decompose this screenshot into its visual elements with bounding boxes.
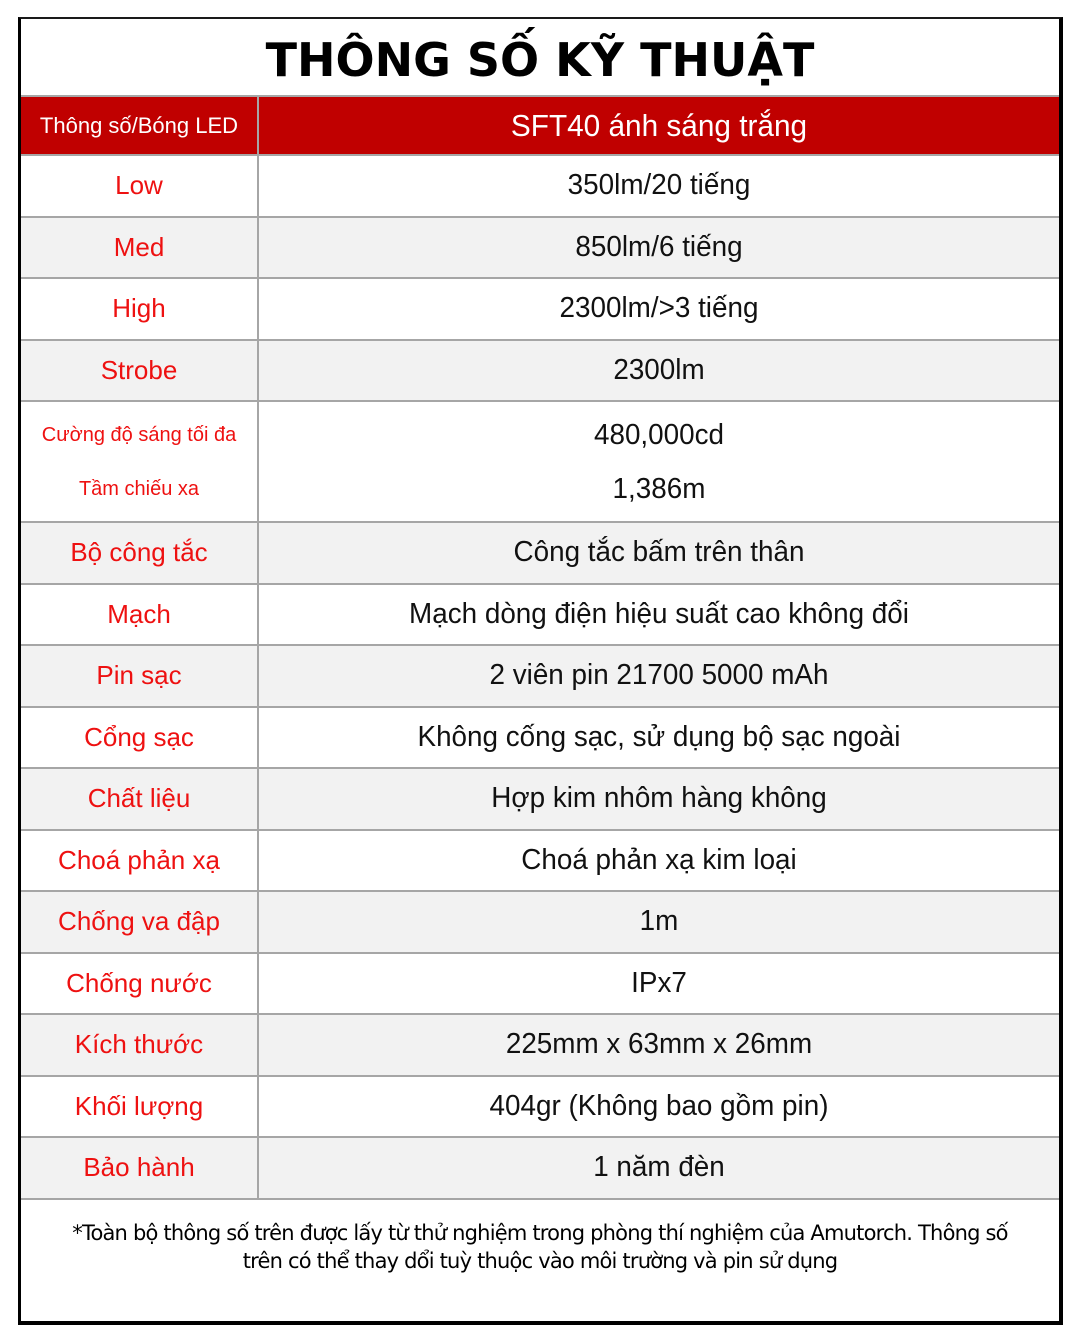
spec-value — [275, 402, 1043, 521]
spec-value: IPx7 — [631, 966, 687, 999]
spec-value: Choá phản xạ kim loại — [521, 843, 797, 876]
table-row — [21, 708, 1059, 770]
table-row — [21, 769, 1059, 831]
spec-label: Chống nước — [21, 954, 259, 1014]
table-header-row — [21, 95, 1059, 156]
header-param-label: Thông số/Bóng LED — [21, 97, 259, 154]
table-row — [21, 156, 1059, 218]
beam-distance-label: Tầm chiếu xa — [78, 477, 200, 500]
spec-value: 850lm/6 tiếng — [575, 230, 743, 263]
max-intensity-label: Cường độ sáng tối đa — [41, 423, 237, 446]
table-row — [21, 831, 1059, 893]
spec-label: Choá phản xạ — [21, 831, 259, 891]
footnote — [21, 1219, 1059, 1275]
header-model-label: SFT40 ánh sáng trắng — [510, 107, 808, 143]
table-row — [21, 402, 1059, 523]
table-row — [21, 892, 1059, 954]
footnote-line-1: *Toàn bộ thông số trên được lấy từ thử nghiệm trong phòng thí nghiệm của Amutorch. Thông số — [72, 1221, 1008, 1245]
spec-label: Mạch — [21, 585, 259, 645]
table-row — [21, 1077, 1059, 1139]
table-row — [21, 646, 1059, 708]
spec-value: 1 năm đèn — [593, 1151, 725, 1184]
spec-label: Bộ công tắc — [21, 523, 259, 583]
spec-label: Khối lượng — [21, 1077, 259, 1137]
spec-value: 2300lm/>3 tiếng — [559, 292, 759, 325]
spec-table — [21, 95, 1059, 1200]
table-row — [21, 341, 1059, 403]
table-row — [21, 585, 1059, 647]
footnote-line-2: trên có thể thay dổi tuỳ thuộc vào môi trường và pin sử dụng — [242, 1249, 838, 1273]
table-row — [21, 279, 1059, 341]
spec-label: Chống va đập — [21, 892, 259, 952]
spec-value: Công tắc bấm trên thân — [513, 536, 805, 569]
table-row — [21, 523, 1059, 585]
spec-value: 2300lm — [613, 353, 705, 386]
spec-label: Cổng sạc — [21, 708, 259, 768]
beam-distance-value: 1,386m — [612, 472, 706, 505]
spec-value: 2 viên pin 21700 5000 mAh — [489, 659, 829, 692]
spec-value: 1m — [639, 905, 679, 938]
spec-value: 225mm x 63mm x 26mm — [505, 1028, 813, 1061]
spec-label: High — [21, 279, 259, 339]
max-intensity-value: 480,000cd — [593, 418, 725, 451]
spec-value: Không cống sạc, sử dụng bộ sạc ngoài — [417, 720, 901, 753]
spec-label: Pin sạc — [21, 646, 259, 706]
spec-label: Strobe — [21, 341, 259, 401]
table-row — [21, 1015, 1059, 1077]
spec-value: Hợp kim nhôm hàng không — [491, 782, 827, 815]
spec-value: 350lm/20 tiếng — [567, 169, 751, 202]
spec-label: Chất liệu — [21, 769, 259, 829]
table-row — [21, 218, 1059, 280]
spec-label — [21, 402, 259, 521]
spec-sheet — [18, 17, 1063, 1325]
spec-label: Kích thước — [21, 1015, 259, 1075]
spec-label: Bảo hành — [21, 1138, 259, 1198]
table-row — [21, 954, 1059, 1016]
page-title: THÔNG SỐ KỸ THUẬT — [265, 33, 815, 87]
spec-value: 404gr (Không bao gồm pin) — [489, 1089, 829, 1122]
table-row — [21, 1138, 1059, 1200]
spec-label: Med — [21, 218, 259, 278]
spec-label: Low — [21, 156, 259, 216]
spec-value: Mạch dòng điện hiệu suất cao không đổi — [409, 597, 909, 630]
